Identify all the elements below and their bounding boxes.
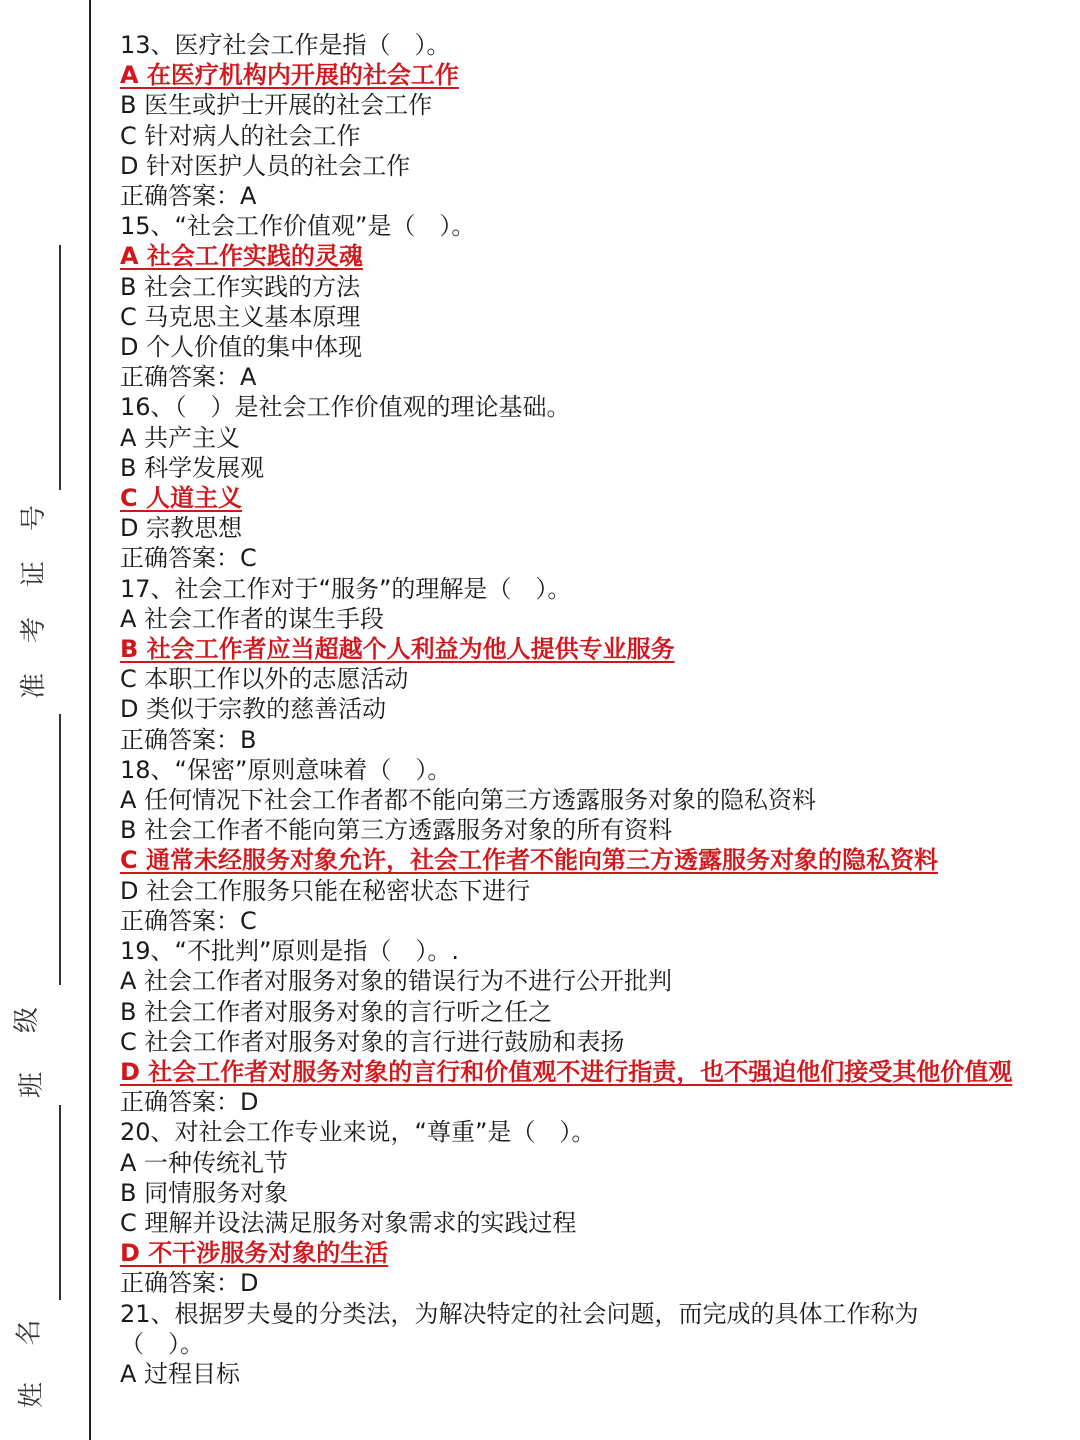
exam-id-blank-line bbox=[59, 245, 61, 490]
question-19 bbox=[120, 936, 1040, 1117]
option-a: A 社会工作者的谋生手段 bbox=[120, 604, 385, 633]
question-16 bbox=[120, 392, 1040, 573]
answer-line: 正确答案：A bbox=[120, 182, 257, 211]
exam-id-char-4: 号 bbox=[18, 504, 49, 532]
name-field bbox=[14, 1105, 74, 1425]
answer-line: 正确答案：A bbox=[120, 363, 257, 392]
class-char-1: 班 bbox=[16, 1071, 47, 1099]
option-a: A 共产主义 bbox=[120, 423, 241, 452]
exam-id-char-2: 考 bbox=[18, 616, 49, 644]
option-a: A 社会工作者对服务对象的错误行为不进行公开批判 bbox=[120, 967, 673, 996]
class-label bbox=[11, 985, 62, 1115]
question-21 bbox=[120, 1299, 1040, 1390]
exam-id-char-1: 准 bbox=[18, 672, 49, 700]
exam-id-field bbox=[18, 245, 74, 754]
option-b: B 同情服务对象 bbox=[120, 1178, 289, 1207]
question-stem: 13、医疗社会工作是指（ ）。 bbox=[120, 31, 451, 59]
option-b: B 科学发展观 bbox=[120, 453, 265, 482]
question-stem: 16、（ ）是社会工作价值观的理论基础。 bbox=[120, 393, 571, 422]
question-stem: 19、“不批判”原则是指（ ）。. bbox=[120, 937, 460, 966]
option-a-correct: A 在医疗机构内开展的社会工作 bbox=[120, 61, 459, 90]
name-blank-line bbox=[59, 1105, 61, 1300]
class-char-2: 级 bbox=[11, 1006, 42, 1034]
option-c: C 针对病人的社会工作 bbox=[120, 121, 361, 150]
option-c: C 理解并设法满足服务对象需求的实践过程 bbox=[120, 1208, 577, 1237]
option-d: D 个人价值的集中体现 bbox=[120, 333, 363, 362]
answer-line: 正确答案：C bbox=[120, 544, 257, 573]
answer-line: 正确答案：C bbox=[120, 906, 257, 935]
question-20 bbox=[120, 1117, 1040, 1298]
question-18 bbox=[120, 755, 1040, 936]
question-stem: 15、“社会工作价值观”是（ ）。 bbox=[120, 212, 476, 241]
answer-line: 正确答案：D bbox=[120, 1269, 259, 1298]
option-c: C 马克思主义基本原理 bbox=[120, 302, 361, 331]
option-d: D 社会工作服务只能在秘密状态下进行 bbox=[120, 876, 531, 905]
name-char-2: 名 bbox=[14, 1319, 45, 1346]
option-d: D 针对医护人员的社会工作 bbox=[120, 151, 411, 180]
option-c: C 社会工作者对服务对象的言行进行鼓励和表扬 bbox=[120, 1027, 625, 1056]
question-stem: 21、根据罗夫曼的分类法，为解决特定的社会问题，而完成的具体工作称为（ ）。 bbox=[120, 1299, 919, 1358]
name-label bbox=[14, 1300, 62, 1425]
class-field bbox=[11, 730, 74, 1115]
question-15 bbox=[120, 211, 1040, 392]
option-d: D 宗教思想 bbox=[120, 514, 243, 543]
option-c-correct: C 人道主义 bbox=[120, 484, 242, 513]
exam-id-char-3: 证 bbox=[18, 560, 49, 588]
option-d-correct: D 不干涉服务对象的生活 bbox=[120, 1239, 389, 1268]
name-char-1: 姓 bbox=[16, 1381, 47, 1409]
option-c-correct: C 通常未经服务对象允许，社会工作者不能向第三方透露服务对象的隐私资料 bbox=[120, 846, 938, 875]
question-stem: 18、“保密”原则意味着（ ）。 bbox=[120, 755, 452, 784]
option-a-correct: A 社会工作实践的灵魂 bbox=[120, 242, 363, 271]
answer-line: 正确答案：D bbox=[120, 1088, 259, 1117]
option-c: C 本职工作以外的志愿活动 bbox=[120, 665, 409, 694]
option-a: A 任何情况下社会工作者都不能向第三方透露服务对象的隐私资料 bbox=[120, 786, 817, 815]
option-a: A 过程目标 bbox=[120, 1359, 241, 1388]
question-17 bbox=[120, 574, 1040, 755]
binding-margin-line bbox=[89, 0, 91, 1440]
question-list bbox=[120, 30, 1040, 1389]
question-stem: 20、对社会工作专业来说，“尊重”是（ ）。 bbox=[120, 1118, 596, 1147]
option-b-correct: B 社会工作者应当超越个人利益为他人提供专业服务 bbox=[120, 635, 675, 664]
option-d-correct: D 社会工作者对服务对象的言行和价值观不进行指责，也不强迫他们接受其他价值观 bbox=[120, 1057, 1013, 1086]
option-a: A 一种传统礼节 bbox=[120, 1148, 289, 1177]
option-b: B 社会工作者不能向第三方透露服务对象的所有资料 bbox=[120, 816, 673, 845]
option-d: D 类似于宗教的慈善活动 bbox=[120, 695, 387, 724]
exam-id-label bbox=[18, 490, 62, 714]
option-b: B 社会工作实践的方法 bbox=[120, 272, 361, 301]
class-blank-line bbox=[59, 730, 61, 985]
option-b: B 社会工作者对服务对象的言行听之任之 bbox=[120, 997, 553, 1026]
question-13 bbox=[120, 30, 1040, 211]
question-stem: 17、社会工作对于“服务”的理解是（ ）。 bbox=[120, 574, 572, 603]
answer-line: 正确答案：B bbox=[120, 725, 257, 754]
option-b: B 医生或护士开展的社会工作 bbox=[120, 91, 433, 120]
